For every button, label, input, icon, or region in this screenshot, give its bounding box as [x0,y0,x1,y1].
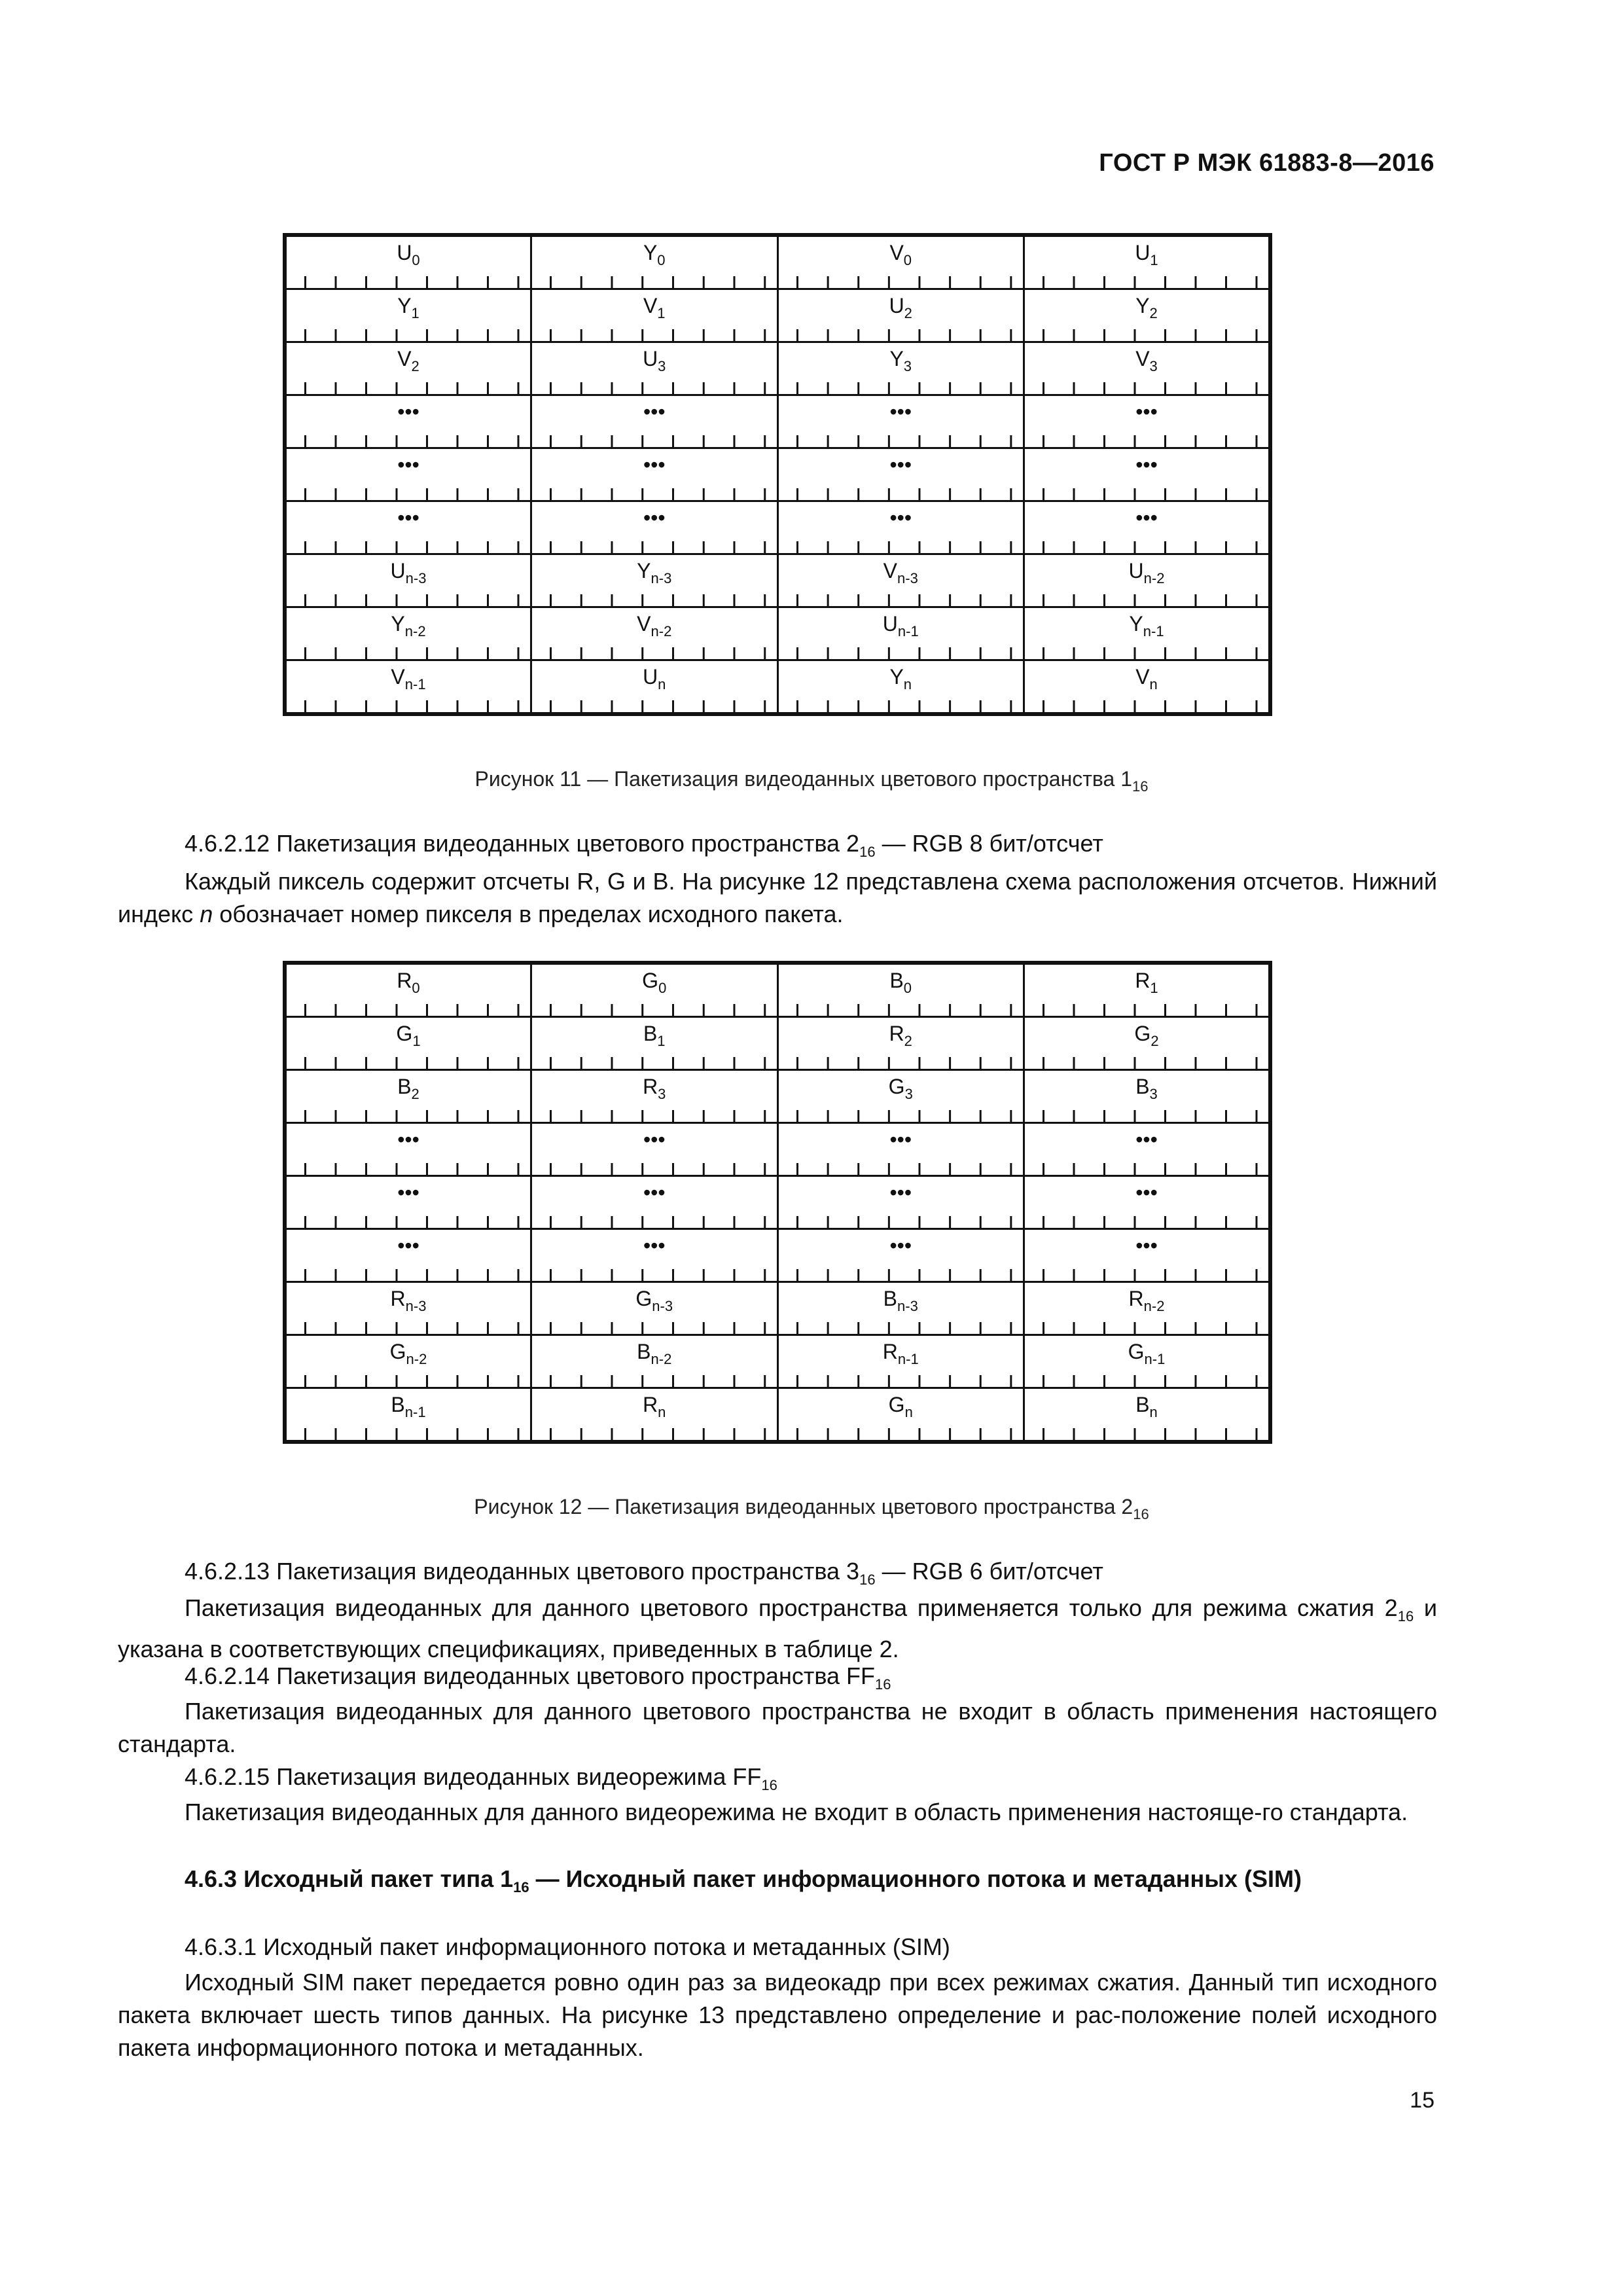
paragraph-videomode-ff-scope: Пакетизация видеоданных для данного видеорежима не входит в область применения настояще-го стандарта. [185,1799,1408,1825]
bit-ticks [1025,329,1268,341]
table-row [285,554,1270,607]
sample-label: ••• [643,400,666,423]
bit-ticks [1025,1375,1268,1387]
sample-cell [777,660,1024,715]
sample-cell [777,448,1024,501]
sample-label: ••• [397,506,419,529]
bit-ticks [779,1428,1024,1440]
sample-cell [1024,1335,1271,1388]
sample-cell [285,1123,531,1176]
bit-ticks [532,1269,777,1281]
sample-label: $G_{n-1}$ [1128,1340,1166,1367]
sample-cell [285,1335,531,1388]
bit-ticks [779,1269,1024,1281]
sample-label: $Y_2$ [1135,294,1158,321]
sample-cell [285,235,531,289]
bit-ticks [532,488,777,500]
sample-label: $B_{n-3}$ [883,1287,918,1314]
sample-label: $G_1$ [396,1022,421,1049]
sample-label: $G_3$ [888,1075,913,1102]
sample-cell [1024,448,1271,501]
sample-label: $Y_1$ [397,294,419,321]
sample-label: $V_{n-1}$ [391,665,426,692]
bit-ticks [1025,1216,1268,1228]
document-header: ГОСТ Р МЭК 61883-8—2016 [1099,149,1435,177]
sample-label: $G_{n-3}$ [635,1287,673,1314]
bit-ticks [1025,382,1268,394]
sample-label: ••• [889,1181,912,1204]
sample-label: ••• [1135,1181,1158,1204]
sample-cell [531,1070,778,1123]
sample-cell [777,1388,1024,1443]
sample-label: $U_n$ [643,665,666,692]
bit-ticks [1025,594,1268,606]
bit-ticks [287,1216,530,1228]
sample-label: $U_1$ [1135,241,1158,268]
sample-label: ••• [1135,506,1158,529]
sample-cell [531,289,778,342]
bit-ticks [287,1004,530,1016]
bit-ticks [779,1110,1024,1122]
bit-ticks [1025,541,1268,553]
page-number: 15 [1410,2088,1435,2113]
table-row [285,235,1270,289]
sample-label: ••• [1135,453,1158,476]
sample-cell [1024,342,1271,395]
sample-label: $G_{n-2}$ [389,1340,427,1367]
sample-label: $R_2$ [889,1022,912,1049]
sample-cell [531,448,778,501]
section-heading-4-6-3: 4.6.3 Исходный пакет типа $1_{16}$ — Исходный пакет информационного потока и метаданных (SIM) [185,1865,1302,1895]
sample-cell [777,1017,1024,1070]
bit-ticks [779,1004,1024,1016]
sample-cell [1024,1017,1271,1070]
bit-ticks [532,1375,777,1387]
bit-ticks [779,1375,1024,1387]
bit-ticks [287,1428,530,1440]
bit-ticks [779,1216,1024,1228]
figure-11-packet-table [283,233,1272,716]
sample-label: $B_0$ [889,969,912,996]
table-row [285,1176,1270,1229]
sample-cell [531,395,778,448]
bit-ticks [779,329,1024,341]
bit-ticks [1025,1004,1268,1016]
sample-label: $Y_3$ [889,347,912,374]
sample-cell [1024,289,1271,342]
sample-label: $R_3$ [643,1075,666,1102]
bit-ticks [532,1004,777,1016]
sample-cell [285,660,531,715]
sample-cell [531,1229,778,1282]
sample-cell [531,554,778,607]
sample-label: $R_{n-3}$ [390,1287,427,1314]
table-row [285,1335,1270,1388]
bit-ticks [287,594,530,606]
sample-label: $B_2$ [397,1075,419,1102]
sample-label: $V_{n-3}$ [883,559,918,586]
sample-cell [1024,963,1271,1017]
sample-label: $V_3$ [1135,347,1158,374]
bit-ticks [287,276,530,288]
table-row [285,660,1270,715]
bit-ticks [1025,700,1268,712]
table-row [285,1282,1270,1335]
sample-label: ••• [1135,1128,1158,1151]
sample-label: $V_n$ [1135,665,1158,692]
paragraph-4-6-2-15: 4.6.2.15 Пакетизация видеоданных видеорежима $FF_{16}$ [185,1763,777,1793]
sample-cell [531,1017,778,1070]
paragraph-4-6-2-14: 4.6.2.14 Пакетизация видеоданных цветового пространства $FF_{16}$ [185,1662,891,1693]
sample-cell [1024,1176,1271,1229]
sample-label: $U_{n-3}$ [390,559,427,586]
sample-cell [531,342,778,395]
bit-ticks [532,1216,777,1228]
figure-12-packet-table [283,961,1272,1444]
sample-label: ••• [1135,400,1158,423]
sample-label: $V_1$ [643,294,666,321]
sample-label: ••• [397,1234,419,1257]
bit-ticks [1025,1428,1268,1440]
bit-ticks [532,329,777,341]
bit-ticks [779,488,1024,500]
bit-ticks [779,700,1024,712]
bit-ticks [287,647,530,659]
sample-label: $G_0$ [642,969,667,996]
sample-cell [285,554,531,607]
sample-cell [777,554,1024,607]
sample-cell [777,1282,1024,1335]
sample-cell [285,963,531,1017]
sample-cell [777,289,1024,342]
bit-ticks [287,435,530,447]
sample-label: $U_{n-2}$ [1128,559,1165,586]
sample-cell [777,235,1024,289]
bit-ticks [779,541,1024,553]
sample-label: $Y_0$ [643,241,666,268]
sample-label: ••• [889,506,912,529]
bit-ticks [1025,1163,1268,1175]
sample-cell [531,501,778,554]
sample-cell [1024,235,1271,289]
sample-label: ••• [889,1234,912,1257]
table-row [285,342,1270,395]
sample-label: $R_{n-2}$ [1128,1287,1165,1314]
sample-cell [777,963,1024,1017]
sample-label: $V_2$ [397,347,419,374]
paragraph-4-6-3-1: 4.6.3.1 Исходный пакет информационного потока и метаданных (SIM) [185,1933,950,1960]
sample-cell [531,963,778,1017]
bit-ticks [287,1057,530,1069]
sample-label: $Y_{n-3}$ [637,559,672,586]
sample-cell [1024,1282,1271,1335]
bit-ticks [779,1057,1024,1069]
bit-ticks [1025,488,1268,500]
sample-label: $B_n$ [1135,1393,1158,1420]
sample-cell [1024,554,1271,607]
bit-ticks [1025,1322,1268,1334]
sample-cell [531,1388,778,1443]
sample-cell [1024,1229,1271,1282]
sample-cell [285,1229,531,1282]
bit-ticks [532,594,777,606]
sample-cell [777,501,1024,554]
sample-label: $Y_{n-1}$ [1129,612,1164,639]
sample-cell [1024,660,1271,715]
sample-cell [1024,607,1271,660]
sample-label: $V_0$ [889,241,912,268]
bit-ticks [532,647,777,659]
table-row [285,395,1270,448]
sample-label: ••• [889,453,912,476]
bit-ticks [1025,1110,1268,1122]
sample-cell [285,448,531,501]
sample-label: $V_{n-2}$ [637,612,672,639]
bit-ticks [1025,1057,1268,1069]
bit-ticks [532,1428,777,1440]
sample-cell [531,1335,778,1388]
bit-ticks [532,1110,777,1122]
bit-ticks [779,647,1024,659]
sample-label: $B_{n-2}$ [637,1340,672,1367]
sample-label: $G_2$ [1134,1022,1159,1049]
sample-label: $R_{n-1}$ [882,1340,919,1367]
paragraph-compression-mode: Пакетизация видеоданных для данного цветового пространства применяется только для режима сжатия $2_{16}$ и указана в соответствующих спецификациях, приведенных в таблице 2. [118,1594,1437,1662]
bit-ticks [1025,435,1268,447]
bit-ticks [287,700,530,712]
bit-ticks [1025,276,1268,288]
bit-ticks [532,1057,777,1069]
sample-label: ••• [397,1128,419,1151]
bit-ticks [779,435,1024,447]
sample-label: ••• [397,400,419,423]
bit-ticks [287,541,530,553]
sample-cell [285,1282,531,1335]
bit-ticks [287,1322,530,1334]
sample-cell [285,1388,531,1443]
sample-cell [777,607,1024,660]
bit-ticks [1025,1269,1268,1281]
sample-label: ••• [397,1181,419,1204]
sample-cell [777,1070,1024,1123]
sample-cell [531,1282,778,1335]
paragraph-4-6-2-12: 4.6.2.12 Пакетизация видеоданных цветового пространства $2_{16}$ — RGB 8 бит/отсчет [185,830,1103,860]
sample-cell [531,607,778,660]
bit-ticks [779,382,1024,394]
sample-cell [285,501,531,554]
sample-label: $B_3$ [1135,1075,1158,1102]
sample-label: $U_3$ [643,347,666,374]
bit-ticks [1025,647,1268,659]
sample-cell [777,1176,1024,1229]
bit-ticks [287,382,530,394]
figure-12-caption: Рисунок 12 — Пакетизация видеоданных цветового пространства $2_{16}$ [474,1495,1149,1522]
paragraph-sim-packet: Исходный SIM пакет передается ровно один раз за видеокадр при всех режимах сжатия. Данный тип исходного пакета включает шесть типов данных. На рисунке 13 представлено определение и рас-положение полей исходного пакета информационного потока и метаданных. [118,1969,1437,2061]
sample-cell [777,1229,1024,1282]
sample-label: ••• [643,1234,666,1257]
bit-ticks [287,1110,530,1122]
sample-label: ••• [889,1128,912,1151]
sample-cell [285,342,531,395]
sample-label: $U_{n-1}$ [882,612,919,639]
table-row [285,607,1270,660]
table-row [285,1388,1270,1443]
sample-cell [1024,1070,1271,1123]
sample-label: $R_1$ [1135,969,1158,996]
sample-label: $R_0$ [397,969,420,996]
table-row [285,963,1270,1017]
sample-cell [285,607,531,660]
sample-label: ••• [889,400,912,423]
sample-label: ••• [643,1128,666,1151]
sample-label: ••• [643,506,666,529]
bit-ticks [532,541,777,553]
sample-label: $Y_{n-2}$ [391,612,426,639]
paragraph-colorspace-ff-scope: Пакетизация видеоданных для данного цветового пространства не входит в область применения настоящего стандарта. [118,1698,1437,1757]
sample-cell [531,1176,778,1229]
sample-label: $U_2$ [889,294,912,321]
sample-label: ••• [1135,1234,1158,1257]
bit-ticks [532,435,777,447]
sample-label: ••• [643,453,666,476]
table-row [285,501,1270,554]
sample-cell [777,1335,1024,1388]
bit-ticks [779,1163,1024,1175]
sample-label: $B_{n-1}$ [391,1393,426,1420]
sample-cell [531,235,778,289]
bit-ticks [532,700,777,712]
sample-cell [285,1070,531,1123]
figure-11-caption: Рисунок 11 — Пакетизация видеоданных цветового пространства $1_{16}$ [474,767,1149,795]
table-row [285,1070,1270,1123]
bit-ticks [779,1322,1024,1334]
sample-cell [531,660,778,715]
sample-cell [1024,501,1271,554]
bit-ticks [287,1269,530,1281]
sample-cell [1024,395,1271,448]
sample-cell [1024,1123,1271,1176]
bit-ticks [287,1375,530,1387]
sample-label: $U_0$ [397,241,420,268]
table-row [285,1229,1270,1282]
sample-cell [777,395,1024,448]
bit-ticks [532,382,777,394]
sample-label: ••• [397,453,419,476]
bit-ticks [532,1163,777,1175]
bit-ticks [287,329,530,341]
bit-ticks [532,1322,777,1334]
table-row [285,1017,1270,1070]
bit-ticks [779,276,1024,288]
paragraph-4-6-2-13: 4.6.2.13 Пакетизация видеоданных цветового пространства $3_{16}$ — RGB 6 бит/отсчет [185,1558,1103,1588]
bit-ticks [287,1163,530,1175]
paragraph-pixel-samples: Каждый пиксель содержит отсчеты R, G и B. На рисунке 12 представлена схема расположения отсчетов. Нижний индекс n обозначает номер пикселя в пределах исходного пакета. [118,868,1437,927]
sample-cell [285,1017,531,1070]
bit-ticks [532,276,777,288]
sample-cell [285,1176,531,1229]
sample-label: $Y_n$ [889,665,912,692]
table-row [285,289,1270,342]
sample-cell [1024,1388,1271,1443]
bit-ticks [287,488,530,500]
bit-ticks [779,594,1024,606]
sample-label: $R_n$ [643,1393,666,1420]
table-row [285,448,1270,501]
sample-cell [531,1123,778,1176]
sample-label: ••• [643,1181,666,1204]
sample-label: $G_n$ [888,1393,913,1420]
sample-cell [285,289,531,342]
sample-cell [777,1123,1024,1176]
sample-label: $B_1$ [643,1022,666,1049]
sample-cell [777,342,1024,395]
sample-cell [285,395,531,448]
table-row [285,1123,1270,1176]
